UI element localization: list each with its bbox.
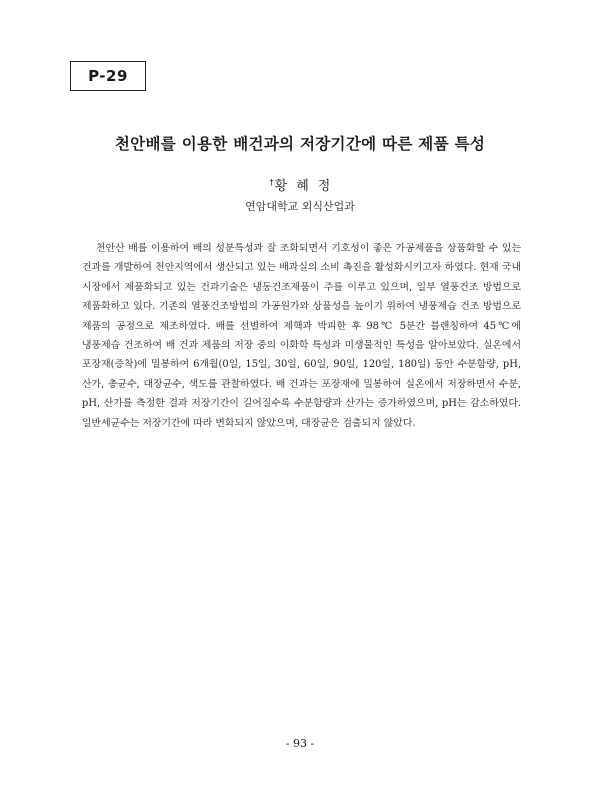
author-name: 황혜정 (274, 179, 340, 194)
author-affiliation: 연암대학교 외식산업과 (245, 200, 355, 213)
paper-title: 천안배를 이용한 배건과의 저장기간에 따른 제품 특성 (114, 135, 486, 153)
poster-id: P-29 (88, 67, 128, 85)
poster-id-box (70, 61, 146, 91)
author-line (0, 175, 600, 194)
abstract-body: 천안산 배를 이용하여 배의 성분특성과 잘 조화되면서 기호성이 좋은 가공제품을 상품화할 수 있는 건과를 개발하여 천안지역에서 생산되고 있는 배과실의 소비 촉진을 활성화시키고자 하였다. 현재 국내 시장에서 제품화되고 있는 건과기술은 냉동건조제품이 주를 이루고 있으며, 일부 열풍건조 방법으로 제품화하고 있다. 기존의 열풍건조방법의 가공원가와 상품성을 높이기 위하여 냉풍제습 건조 방법으로 제품의 공정으로 제조하였다. 배를 선별하여 제핵과 박피한 후 98℃ 5분간 블랜칭하여 45℃에 냉풍제습 건조하여 배 건과 제품의 저장 중의 이화학 특성과 미생물적인 특성을 알아보았다. 실온에서 포장재(증착)에 밀봉하여 6개월(0일, 15일, 30일, 60일, 90일, 120일, 180일) 동안 수분함량, pH, 산가, 총균수, 대장균수, 색도를 관찰하였다. 배 건과는 포장재에 밀봉하여 실온에서 저장하면서 수분, pH, 산가를 측정한 결과 저장기간이 길어질수록 수분함량과 산가는 증가하였으며, pH는 감소하였다. 일반세균수는 저장기간에 따라 변화되지 않았으며, 대장균은 검출되지 않았다. (82, 243, 521, 429)
page-number: - 93 - (285, 737, 315, 750)
corresponding-author-mark: † (269, 177, 274, 187)
